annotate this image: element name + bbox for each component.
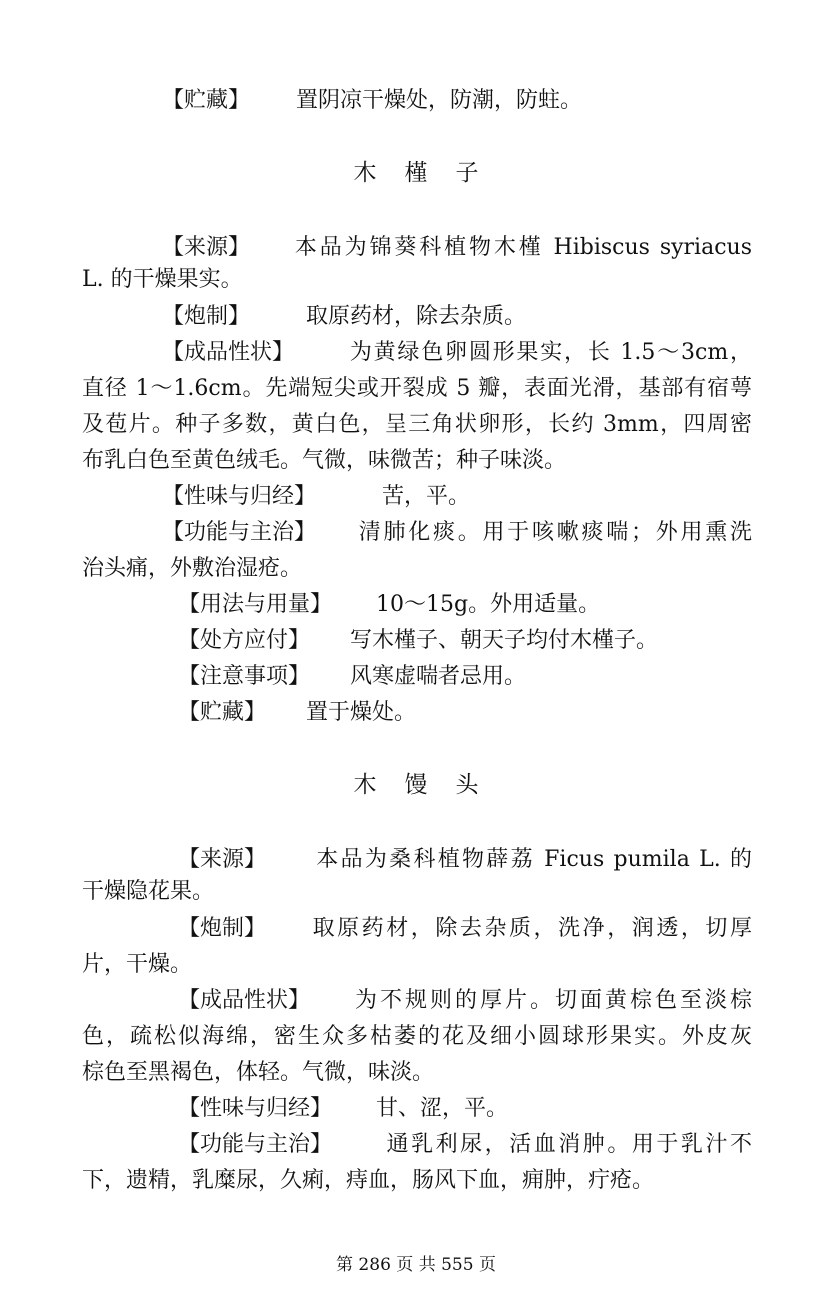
section-text: 干燥隐花果。 — [82, 879, 215, 904]
section-text: 甘、涩，平。 — [376, 1096, 509, 1121]
section-label: 【功能与主治】 — [162, 520, 317, 545]
entry-line — [82, 914, 752, 944]
section-text: 及苞片。种子多数，黄白色，呈三角状卵形，长约 3mm，四周密 — [82, 412, 752, 437]
section-text: 通乳利尿，活血消肿。用于乳汁不 — [384, 1132, 752, 1157]
entry-line — [82, 662, 752, 692]
entry-line — [82, 1130, 752, 1160]
section-label: 【用法与用量】 — [178, 592, 333, 617]
section-label: 【成品性状】 — [162, 340, 295, 365]
entry-line — [82, 986, 752, 1016]
continuation-line — [82, 374, 752, 404]
section-text: 本品为桑科植物薜荔 Ficus pumila L. 的 — [314, 847, 752, 872]
section-text: 清肺化痰。用于咳嗽痰喘；外用熏洗 — [356, 520, 752, 545]
section-text: 色，疏松似海绵，密生众多枯萎的花及细小圆球形果实。外皮灰 — [82, 1024, 752, 1049]
section-text: 取原药材，除去杂质。 — [306, 304, 527, 329]
section-label: 【性味与归经】 — [178, 1096, 333, 1121]
section-text: 取原药材，除去杂质，洗净，润透，切厚 — [310, 916, 752, 941]
section-text: 风寒虚喘者忌用。 — [350, 664, 527, 689]
title-char: 木 — [353, 160, 377, 186]
entry-title — [0, 770, 832, 800]
entry-line — [82, 302, 752, 332]
title-char: 木 — [353, 772, 377, 798]
section-text: 置阴凉干燥处，防潮，防蛀。 — [296, 88, 583, 113]
entry-line — [82, 233, 752, 263]
section-label: 【注意事项】 — [178, 664, 311, 689]
section-text: 写木槿子、朝天子均付木槿子。 — [350, 628, 659, 653]
entry-line — [82, 482, 752, 512]
continuation-line — [82, 554, 752, 584]
entry-line — [82, 626, 752, 656]
section-label: 【成品性状】 — [178, 988, 311, 1013]
continuation-line — [82, 410, 752, 440]
entry-line — [82, 518, 752, 548]
entry-line — [82, 590, 752, 620]
entry-line — [82, 1094, 752, 1124]
section-text: 片，干燥。 — [82, 952, 193, 977]
section-text: 为黄绿色卵圆形果实，长 1.5～3cm， — [348, 340, 752, 365]
continuation-line — [82, 950, 752, 980]
section-label: 【炮制】 — [178, 916, 267, 941]
entry-line — [82, 698, 752, 728]
continuation-line — [82, 877, 752, 907]
section-label: 【来源】 — [178, 847, 267, 872]
title-char: 子 — [455, 160, 479, 186]
entry-line — [82, 845, 752, 875]
continuation-line — [82, 1058, 752, 1088]
section-text: 10～15g。外用适量。 — [376, 592, 601, 617]
entry-line — [82, 86, 752, 116]
section-text: 直径 1～1.6cm。先端短尖或开裂成 5 瓣，表面光滑，基部有宿萼 — [82, 376, 752, 401]
title-char: 槿 — [404, 160, 428, 186]
section-text: 置于燥处。 — [306, 700, 417, 725]
section-label: 【来源】 — [162, 235, 251, 260]
section-text: 本品为锦葵科植物木槿 Hibiscus syriacus — [292, 235, 752, 260]
page-number-footer: 第 286 页 共 555 页 — [336, 1255, 496, 1275]
continuation-line — [82, 1166, 752, 1196]
continuation-line — [82, 1022, 752, 1052]
section-text: L. 的干燥果实。 — [82, 267, 243, 292]
section-label: 【贮藏】 — [178, 700, 267, 725]
section-label: 【功能与主治】 — [178, 1132, 333, 1157]
entry-line — [82, 338, 752, 368]
entry-title — [0, 158, 832, 188]
section-text: 治头痛，外敷治湿疮。 — [82, 556, 303, 581]
section-text: 下，遗精，乳糜尿，久痢，痔血，肠风下血，痈肿，疔疮。 — [82, 1168, 655, 1193]
section-label: 【炮制】 — [162, 304, 251, 329]
continuation-line — [82, 446, 752, 476]
continuation-line — [82, 265, 752, 295]
section-label: 【贮藏】 — [162, 88, 251, 113]
title-char: 头 — [455, 772, 479, 798]
section-label: 【性味与归经】 — [162, 484, 317, 509]
section-text: 棕色至黑褐色，体轻。气微，味淡。 — [82, 1060, 435, 1085]
title-char: 馒 — [404, 772, 428, 798]
section-text: 为不规则的厚片。切面黄棕色至淡棕 — [352, 988, 752, 1013]
section-text: 苦，平。 — [382, 484, 471, 509]
section-text: 布乳白色至黄色绒毛。气微，味微苦；种子味淡。 — [82, 448, 567, 473]
section-label: 【处方应付】 — [178, 628, 311, 653]
